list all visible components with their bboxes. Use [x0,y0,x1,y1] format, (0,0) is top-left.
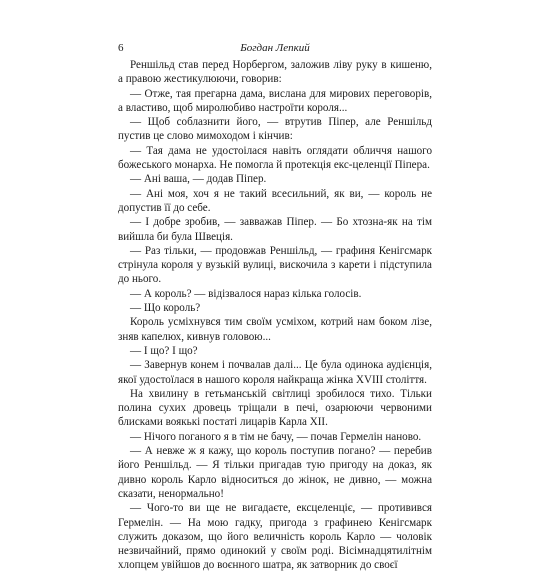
paragraph: — Ані моя, хоч я не такий всесильний, як ви, — король не допустив її до себе. [118,187,432,214]
paragraph: Король усміхнувся тим своїм усміхом, котрий нам боком лізе, зняв капелюх, кивнув головою... [118,316,432,343]
paragraph: — І добре зробив, — завважав Піпер. — Бо хтозна-як на тім вийшла би була Швеція. [118,216,432,243]
paragraph: — Тая дама не удостоілася навіть оглядати обличчя нашого божеського монарха. Не помогла й протекція екс-целенції Піпера. [118,144,432,172]
paragraph: — Раз тільки, — продовжав Реншільд, — графиня Кенігсмарк стрінула короля у вузькій вулиці, вискочила з карети і підступила до нього. [118,244,432,286]
paragraph: — Ані ваша, — додав Піпер. [130,173,267,186]
running-title: Богдан Лепкий [240,42,310,54]
paragraph: — Нічого поганого я в тім не бачу, — почав Гермелін наново. [130,430,422,443]
paragraph: — А король? — відізвалося нараз кілька голосів. [130,287,362,300]
page-number: 6 [118,42,124,54]
paragraph: — Завернув конем і почвалав далі... Це була одинока аудієнція, якої удостоїлася в нашого короля найкраща жінка XVIII століття. [118,359,432,386]
paragraph: — Щоб соблазнити його, — втрутив Піпер, але Реншільд пустив це слово мимоходом і кінчив: [118,116,432,143]
running-head [118,40,432,56]
paragraph: — Чого-то ви ще не вигадаєте, ексцеленціє, — противився Гермелін. — На мою гадку, пригода з графинею Кенігсмарк служить доказом, що його величність король Карло — чоловік незвичайний, прямо одинокий у своїм роді. Вісімнадцятилітнім хлопцем увійшов до воєнного шатра, як затворник до своєї [118,502,432,572]
body-text [118,58,432,572]
paragraph: На хвилину в гетьманській світлиці зробилося тихо. Тільки полина сухих дровець тріщали в печі, озарюючи червоними блисками воякькі постаті лицарів Карла XII. [118,387,432,429]
paragraph: — Що король? [130,302,201,315]
paragraph: — І що? І що? [130,344,198,357]
paragraph: — Отже, тая прегарна дама, вислана для мирових переговорів, а властиво, щоб миролюбиво настроїти короля... [118,87,432,114]
paragraph: Реншільд став перед Норбергом, заложив ліву руку в кишеню, а правою жестикулюючи, говорив: [118,59,432,86]
paragraph: — А невже ж я кажу, що король поступив погано? — перебив його Реншільд. — Я тільки пригадав тую пригоду на доказ, як дивно король Карло відноситься до жінок, не дивно, — можна сказати, ненормально! [118,445,432,500]
